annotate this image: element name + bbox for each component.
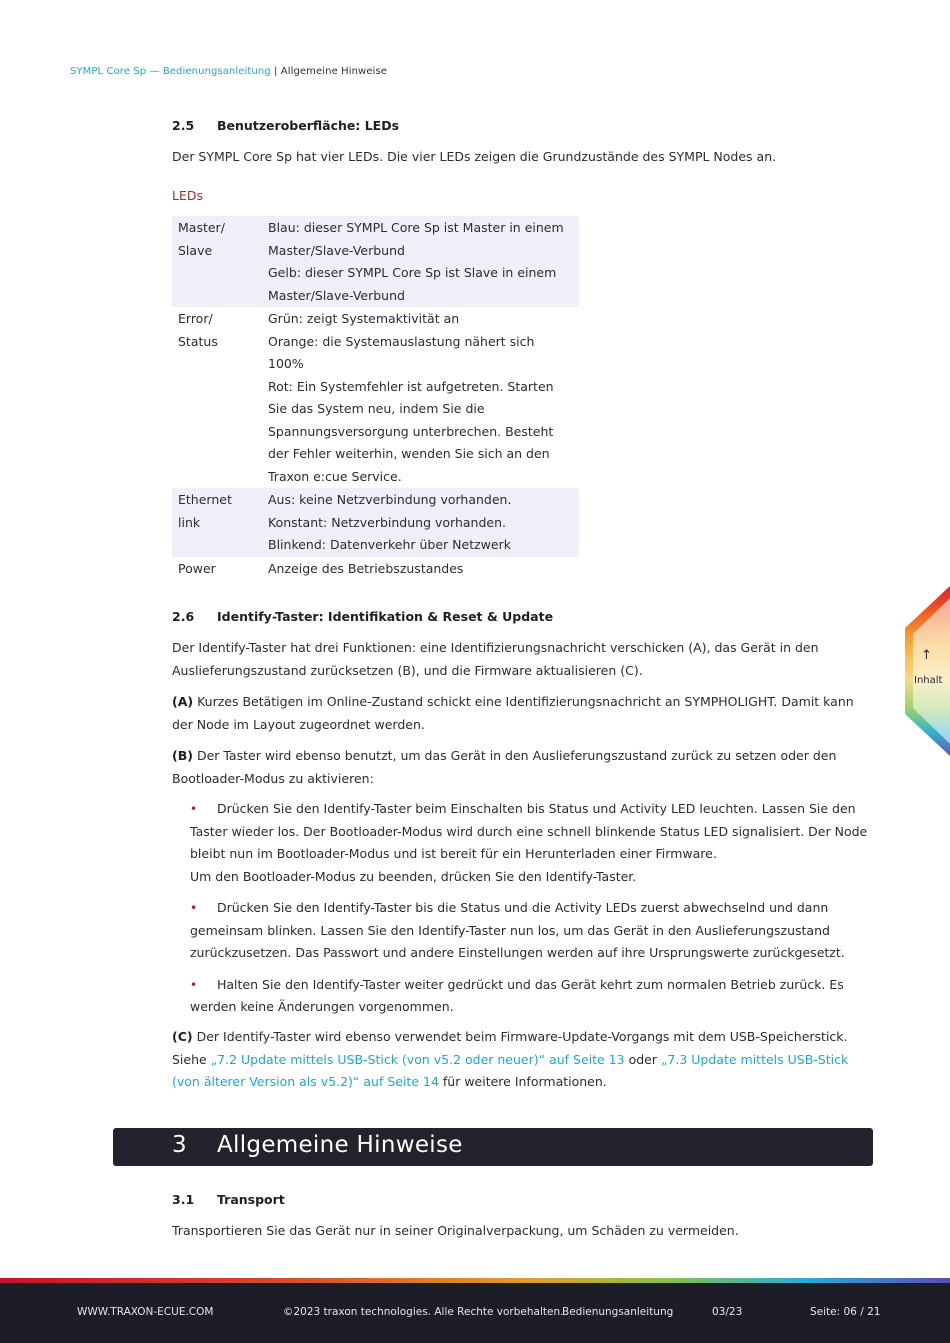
footer-page-number: Seite: 06 / 21 xyxy=(810,1306,881,1318)
table-key: Ethernet link xyxy=(172,488,262,557)
table-value: Blau: dieser SYMPL Core Sp ist Master in einem Master/Slave-Verbund Gelb: dieser SYMPL Core Sp ist Slave in einem Master/Slave-Verbund xyxy=(262,216,579,307)
paragraph-b xyxy=(172,745,874,790)
section-title: Benutzeroberfläche: LEDs xyxy=(217,118,400,133)
section-number: 2.6 xyxy=(172,609,195,624)
arrow-up-icon: ↑ xyxy=(921,648,932,663)
table-value: Grün: zeigt Systemaktivität an Orange: die Systemauslastung nähert sich 100% Rot: Ein Systemfehler ist aufgetreten. Starten Sie das System neu, indem Sie die Spannungsversorgung unterbrechen. Besteht der Fehler weiterhin, wenden Sie sich an den Traxon e:cue Service. xyxy=(268,311,554,484)
bullet-icon: • xyxy=(190,977,198,992)
table-key: Master/ Slave xyxy=(172,216,262,307)
text-b: Der Taster wird ebenso benutzt, um das Gerät in den Auslieferungszustand zurück zu setzen oder den Bootloader-Modus zu aktivieren: xyxy=(172,748,837,786)
table-key: Power xyxy=(178,560,216,576)
toc-badge-background xyxy=(903,586,950,756)
list-item-text: Halten Sie den Identify-Taster weiter gedrückt und das Gerät kehrt zum normalen Betrieb zurück. Es werden keine Änderungen vorgenommen. xyxy=(190,976,844,1014)
label-a: (A) xyxy=(172,694,194,709)
section-title: Identify-Taster: Identifikation & Reset & Update xyxy=(217,609,554,624)
breadcrumb xyxy=(70,66,387,77)
label-c: (C) xyxy=(172,1029,193,1044)
section-2-5-intro: Der SYMPL Core Sp hat vier LEDs. Die vier LEDs zeigen die Grundzustände des SYMPL Nodes an. xyxy=(172,149,777,164)
list-item xyxy=(190,974,880,1019)
table-value: Aus: keine Netzverbindung vorhanden. Konstant: Netzverbindung vorhanden. Blinkend: Datenverkehr über Netzwerk xyxy=(262,488,579,557)
text-c-1: Der Identify-Taster wird ebenso verwendet beim Firmware-Update-Vorgangs mit dem USB-Speicherstick. Siehe xyxy=(172,1029,848,1067)
paragraph-c xyxy=(172,1026,874,1094)
bullet-icon: • xyxy=(190,802,198,816)
led-table xyxy=(172,216,579,580)
footer-website[interactable]: WWW.TRAXON-ECUE.COM xyxy=(77,1306,214,1318)
table-row xyxy=(172,307,579,488)
chapter-number: 3 xyxy=(172,1132,187,1158)
footer-doc-type: Bedienungsanleitung xyxy=(562,1306,674,1318)
list-item-text: Drücken Sie den Identify-Taster bis die Status und die Activity LEDs zuerst abwechselnd und dann gemeinsam blinken. Lassen Sie den Identify-Taster nun los, um das Gerät in den Auslieferungszustand zurückzusetzen. Das Passwort und andere Einstellungen werden auf ihre Ursprungswerte zurückgesetzt. xyxy=(190,900,845,960)
section-2-6-heading xyxy=(172,609,553,624)
section-title: Transport xyxy=(217,1192,285,1207)
list-item-text: Drücken Sie den Identify-Taster beim Einschalten bis Status und Activity LED leuchten. Lassen Sie den Taster wieder los. Der Bootloader-Modus wird durch eine schnell blinkende Status LED signalisiert. Der Node bleibt nun im Bootloader-Modus und ist bereit für ein Herunterladen einer Firmware. Um den Bootloader-Modus zu beenden, drücken Sie den Identify-Taster. xyxy=(190,801,868,884)
label-b: (B) xyxy=(172,748,193,763)
toc-button[interactable] xyxy=(903,586,950,756)
section-number: 3.1 xyxy=(172,1192,195,1207)
table-key: Error/ Status xyxy=(178,311,218,349)
chapter-heading xyxy=(113,1128,873,1166)
paragraph-a xyxy=(172,691,874,736)
section-number: 2.5 xyxy=(172,118,195,133)
breadcrumb-separator: | xyxy=(270,66,281,77)
bullet-list xyxy=(190,798,880,1028)
table-caption: LEDs xyxy=(172,188,203,203)
breadcrumb-current: Allgemeine Hinweise xyxy=(280,66,388,77)
link-section-7-2[interactable]: „7.2 Update mittels USB-Stick (von v5.2 oder neuer)“ auf Seite 13 xyxy=(210,1051,625,1067)
section-2-5-heading xyxy=(172,118,399,133)
list-item xyxy=(190,798,880,888)
text-a: Kurzes Betätigen im Online-Zustand schickt eine Identifizierungsnachricht an SYMPHOLIGHT. Damit kann der Node im Layout zugeordnet werden. xyxy=(172,694,854,732)
text-c-3: für weitere Informationen. xyxy=(438,1074,607,1089)
chapter-title: Allgemeine Hinweise xyxy=(217,1132,463,1158)
section-2-6-intro: Der Identify-Taster hat drei Funktionen: eine Identifizierungsnachricht verschicken (A), das Gerät in den Auslieferungszustand zurücksetzen (B), und die Firmware aktualisieren (C). xyxy=(172,640,819,678)
footer-date: 03/23 xyxy=(712,1306,743,1318)
footer xyxy=(0,1283,950,1343)
footer-copyright: ©2023 traxon technologies. Alle Rechte vorbehalten. xyxy=(283,1306,564,1318)
section-3-1-text: Transportieren Sie das Gerät nur in seiner Originalverpackung, um Schäden zu vermeiden. xyxy=(172,1223,739,1238)
table-row xyxy=(172,488,579,557)
table-row xyxy=(172,216,579,307)
table-row xyxy=(172,557,579,581)
section-3-1-heading xyxy=(172,1192,285,1207)
list-item xyxy=(190,897,880,965)
breadcrumb-link[interactable]: SYMPL Core Sp — Bedienungsanleitung xyxy=(70,66,271,77)
text-c-2: oder xyxy=(624,1051,661,1067)
table-value: Anzeige des Betriebszustandes xyxy=(268,560,464,576)
link-section-7-3[interactable]: „7.3 Update mittels USB-Stick (von älterer Version als v5.2)“ auf Seite 14 xyxy=(172,1051,849,1089)
toc-label: Inhalt xyxy=(914,675,943,686)
bullet-icon: • xyxy=(190,901,198,915)
